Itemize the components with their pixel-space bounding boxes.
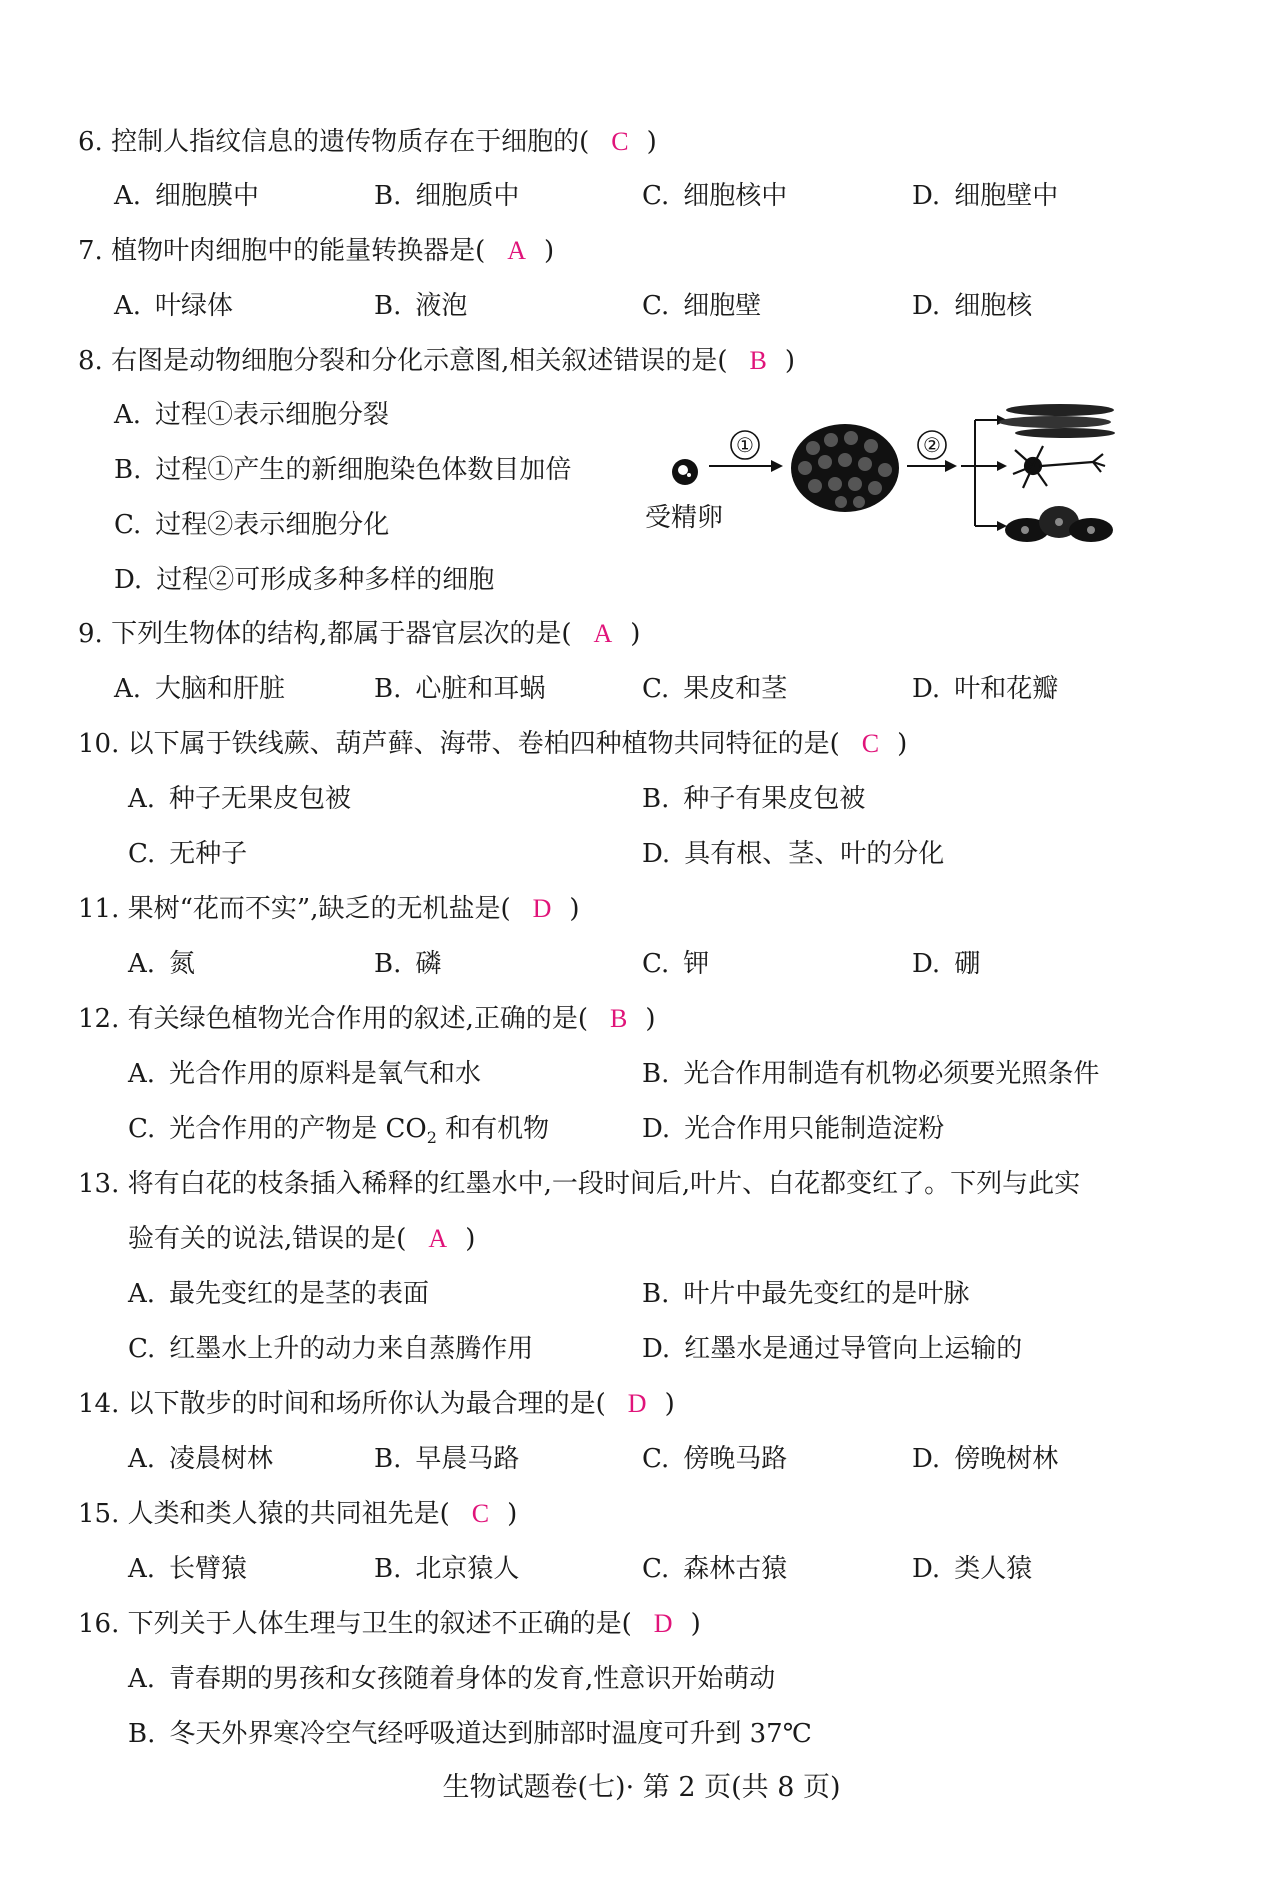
option-a: A. 种子无果皮包被: [128, 784, 352, 814]
epithelial-cells-icon: [1005, 506, 1113, 542]
question-stem: 有关绿色植物光合作用的叙述,正确的是(: [127, 1004, 589, 1034]
close-paren: ): [507, 1499, 518, 1529]
answer-mark: C: [471, 1499, 490, 1528]
option-a: A. 凌晨树林: [128, 1444, 274, 1474]
close-paren: ): [645, 1004, 656, 1034]
option-a: A. 氮: [128, 949, 196, 979]
answer-mark: B: [610, 1004, 628, 1033]
question-stem: 下列关于人体生理与卫生的叙述不正确的是(: [127, 1609, 632, 1639]
option-d: D. 硼: [912, 949, 981, 979]
muscle-cells-icon: [999, 404, 1115, 438]
option-d: D. 细胞核: [912, 291, 1033, 321]
question-stem-cont: 验有关的说法,错误的是(: [128, 1224, 407, 1254]
option-c: C. 红墨水上升的动力来自蒸腾作用: [128, 1334, 534, 1364]
close-paren: ): [897, 729, 908, 759]
question-number: 12.: [78, 1004, 120, 1034]
question-stem: 将有白花的枝条插入稀释的红墨水中,一段时间后,叶片、白花都变红了。下列与此实: [127, 1169, 1081, 1199]
option-a: A. 大脑和肝脏: [114, 674, 286, 704]
question-number: 11.: [78, 894, 120, 924]
option-a: A. 最先变红的是茎的表面: [128, 1279, 430, 1309]
answer-mark: C: [861, 729, 880, 758]
option-c: C. 森林古猿: [642, 1554, 788, 1584]
answer-mark: B: [749, 346, 767, 375]
option-b: B. 液泡: [374, 291, 468, 321]
answer-mark: C: [611, 127, 629, 156]
question-stem: 以下散步的时间和场所你认为最合理的是(: [127, 1389, 606, 1419]
option-b: B. 磷: [374, 949, 442, 979]
option-a: A. 过程①表示细胞分裂: [114, 400, 390, 430]
option-d: D. 具有根、茎、叶的分化: [642, 839, 945, 869]
option-d: D. 细胞壁中: [912, 181, 1059, 211]
question-number: 13.: [78, 1169, 120, 1199]
close-paren: ): [544, 236, 555, 266]
answer-mark: D: [653, 1609, 673, 1638]
page-footer: 生物试题卷(七)· 第 2 页(共 8 页): [442, 1772, 841, 1803]
question-stem: 下列生物体的结构,都属于器官层次的是(: [111, 619, 572, 649]
option-b: B. 早晨马路: [374, 1444, 520, 1474]
close-paren: ): [690, 1609, 701, 1639]
question-number: 10.: [78, 729, 120, 759]
close-paren: ): [646, 127, 657, 157]
step-2-label: ②: [923, 433, 941, 457]
option-c: C. 过程②表示细胞分化: [114, 510, 390, 540]
close-paren: ): [784, 346, 795, 376]
option-b: B. 过程①产生的新细胞染色体数目加倍: [114, 455, 572, 485]
question-stem: 果树“花而不实”,缺乏的无机盐是(: [127, 894, 511, 924]
question-number: 9.: [78, 619, 103, 649]
option-b: B. 北京猿人: [374, 1554, 520, 1584]
option-d: D. 过程②可形成多种多样的细胞: [114, 565, 495, 595]
option-b: B. 细胞质中: [374, 181, 520, 211]
option-b: B. 叶片中最先变红的是叶脉: [642, 1279, 970, 1309]
option-d: D. 傍晚树林: [912, 1444, 1059, 1474]
option-d: D. 红墨水是通过导管向上运输的: [642, 1334, 1023, 1364]
nerve-cell-icon: [1013, 446, 1105, 488]
option-a: A. 叶绿体: [114, 291, 234, 321]
close-paren: ): [465, 1224, 476, 1254]
option-b: B. 心脏和耳蜗: [374, 674, 546, 704]
option-c: C. 无种子: [128, 839, 248, 869]
fertilized-egg-icon: [672, 459, 698, 485]
option-d: D. 叶和花瓣: [912, 674, 1059, 704]
question-stem: 人类和类人猿的共同祖先是(: [127, 1499, 450, 1529]
option-a: A. 细胞膜中: [114, 181, 260, 211]
option-c: C. 细胞壁: [642, 291, 762, 321]
question-stem: 控制人指纹信息的遗传物质存在于细胞的(: [111, 127, 590, 157]
answer-mark: A: [507, 236, 527, 265]
option-c: C. 光合作用的产物是 $CO_2$ 和有机物: [128, 1114, 550, 1148]
question-number: 15.: [78, 1499, 120, 1529]
option-c: C. 钾: [642, 949, 710, 979]
answer-mark: D: [532, 894, 552, 923]
option-a: A. 光合作用的原料是氧气和水: [128, 1059, 482, 1089]
option-a: A. 长臂猿: [128, 1554, 248, 1584]
answer-mark: D: [627, 1389, 647, 1418]
option-b: B. 光合作用制造有机物必须要光照条件: [642, 1059, 1100, 1089]
option-c: C. 傍晚马路: [642, 1444, 788, 1474]
fertilized-egg-label: 受精卵: [645, 503, 724, 533]
subscript: 2: [426, 1128, 437, 1148]
option-d: D. 类人猿: [912, 1554, 1033, 1584]
option-c: C. 细胞核中: [642, 181, 788, 211]
cell-mass-icon: [791, 424, 899, 512]
question-stem: 以下属于铁线蕨、葫芦藓、海带、卷柏四种植物共同特征的是(: [127, 729, 840, 759]
question-number: 16.: [78, 1609, 120, 1639]
answer-mark: A: [428, 1224, 448, 1253]
option-b: B. 冬天外界寒冷空气经呼吸道达到肺部时温度可升到 37℃: [128, 1719, 812, 1749]
option-d: D. 光合作用只能制造淀粉: [642, 1114, 945, 1144]
step-1-label: ①: [736, 433, 754, 457]
question-number: 8.: [78, 346, 103, 376]
answer-mark: A: [593, 619, 613, 648]
question-stem: 植物叶肉细胞中的能量转换器是(: [111, 236, 486, 266]
option-b: B. 种子有果皮包被: [642, 784, 866, 814]
close-paren: ): [569, 894, 580, 924]
question-number: 14.: [78, 1389, 120, 1419]
question-stem: 右图是动物细胞分裂和分化示意图,相关叙述错误的是(: [111, 346, 728, 376]
option-a: A. 青春期的男孩和女孩随着身体的发育,性意识开始萌动: [128, 1664, 776, 1694]
option-c: C. 果皮和茎: [642, 674, 788, 704]
close-paren: ): [630, 619, 641, 649]
question-number: 6.: [78, 127, 103, 157]
close-paren: ): [664, 1389, 675, 1419]
question-number: 7.: [78, 236, 103, 266]
